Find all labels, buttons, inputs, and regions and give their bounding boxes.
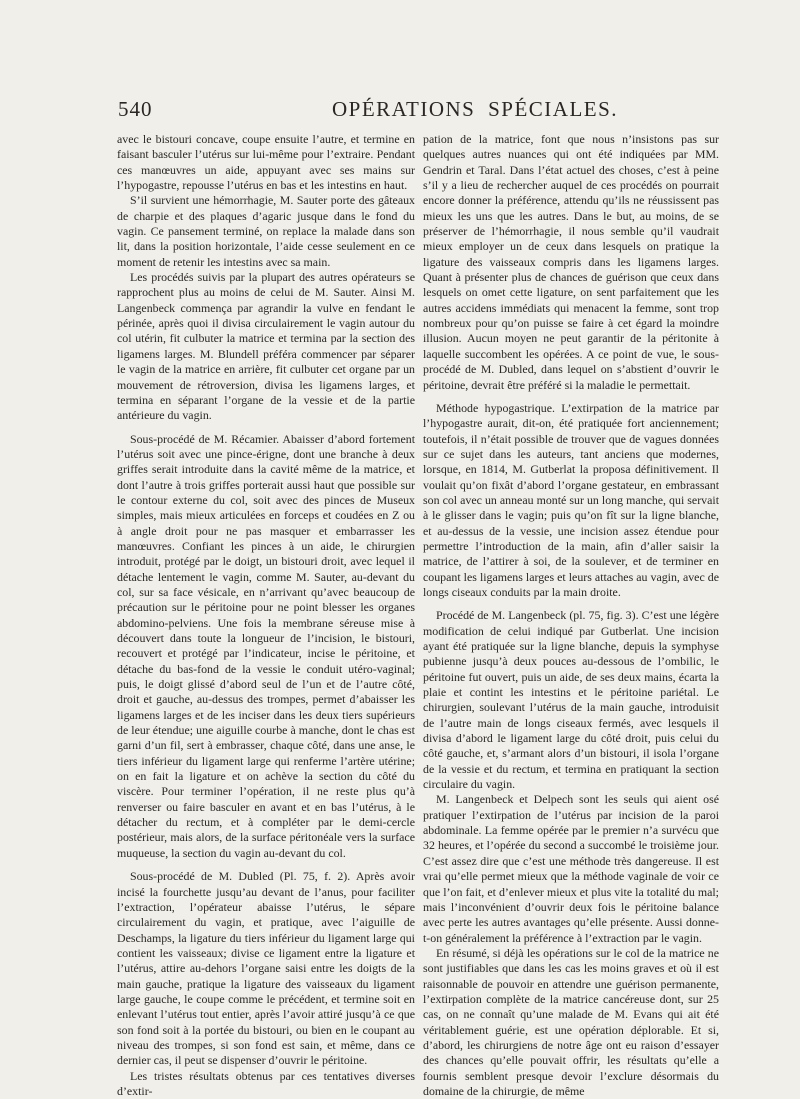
paragraph: Méthode hypogastrique. L’extirpation de la matrice par l’hypogastre aurait, dit-on, été pratiquée fort anciennement; toutefois, il n’était possible de trouver que de vagues données sur ce sujet dans les auteurs, tant anciens que modernes, lorsque, en 1814, M. Gutberlat la proposa définitivement. Il voulait qu’on fixât d’abord l’organe gestateur, en embrassant son col avec un anneau monté sur un long manche, qui servait à le glisser dans le vagin; puis qu’on fît sur la ligne blanche, et au-dessus de la vessie, une incision assez étendue pour permettre l’introduction de la main, afin d’aller saisir la matrice, de l’attirer à soi, de la soulever, et de terminer en coupant les ligamens larges et leurs attaches au vagin, avec de longs ciseaux conduits par la main droite. xyxy=(423,400,719,599)
page-header xyxy=(118,97,688,127)
paragraph: Les procédés suivis par la plupart des autres opérateurs se rapprochent plus au moins de celui de M. Sauter. Ainsi M. Langenbeck commença par agrandir la vulve en fendant le périnée, après quoi il divisa circulairement le vagin autour du col utérin, fit culbuter la matrice et termina par la section des ligamens larges. M. Blundell préféra commencer par séparer le vagin de la matrice en arrière, fit culbuter cet organe par un mouvement de rétroversion, divisa les ligamens larges, et termina en séparant l’organe de la vessie et de la partie antérieure du vagin. xyxy=(117,270,415,423)
right-column xyxy=(423,132,719,1099)
page-number: 540 xyxy=(118,97,153,121)
paragraph: M. Langenbeck et Delpech sont les seuls qui aient osé pratiquer l’extirpation de l’utérus par incision de la paroi abdominale. La femme opérée par le premier n’a survécu que 32 heures, et l’opérée du second a succombé le troisième jour. C’est assez dire que c’est une méthode très dangereuse. Il est vrai qu’elle permet mieux que la méthode vaginale de voir ce que l’on fait, et d’enlever mieux et plus vite la totalité du mal; mais l’inconvénient d’ouvrir deux fois le péritoine balance avec perte les autres avantages qu’elle présente. Aussi donne-t-on généralement la préférence à l’extraction par le vagin. xyxy=(423,792,719,945)
paragraph: Sous-procédé de M. Dubled (Pl. 75, f. 2). Après avoir incisé la fourchette jusqu’au devant de l’anus, pour faciliter l’extraction, l’opérateur abaisse l’utérus, le sépare circulairement du vagin, et pratique, avec l’aiguille de Deschamps, la ligature du tiers inférieur du ligament large qui contient les vaisseaux; divise ce ligament entre la ligature et l’utérus, attire au-dehors l’organe saisi entre les doigts de la main gauche, pratique la ligature des vaisseaux du ligament large gauche, le coupe comme le précédent, et termine soit en enlevant l’utérus tout entier, après l’avoir attiré jusqu’à ce que son fond soit à la portée du bistouri, ou bien en le coupant au niveau des trompes, si son fond est sain, et même, dans ce dernier cas, il peut se dispenser d’ouvrir le péritoine. xyxy=(117,869,415,1068)
paragraph: avec le bistouri concave, coupe ensuite l’autre, et termine en faisant basculer l’utérus sur lui-même pour l’extraire. Pendant ces manœuvres un aide, appuyant avec ses mains sur l’hypogastre, repousse l’utérus en bas et les intestins en haut. xyxy=(117,132,415,193)
left-column xyxy=(117,132,415,1099)
paragraph: Procédé de M. Langenbeck (pl. 75, fig. 3). C’est une légère modification de celui indiqué par Gutberlat. Une incision ayant été pratiquée sur la ligne blanche, depuis la symphyse pubienne jusqu’à deux pouces au-dessous de l’ombilic, le péritoine fut ouvert, puis un aide, de ses deux mains, écarta la plaie et contint les intestins et le péritoine pariétal. Le chirurgien, soulevant l’utérus de la main gauche, introduisit de l’autre main de longs ciseaux fermés, avec lesquels il divisa d’abord le ligament large du côté droit, puis celui du côté gauche, et, s’armant alors d’un bistouri, il isola l’organe de la vessie et du rectum, et termina en pratiquant la section circulaire du vagin. xyxy=(423,608,719,792)
paragraph: Sous-procédé de M. Récamier. Abaisser d’abord fortement l’utérus soit avec une pince-érigne, dont une branche à deux griffes serait introduite dans la cavité même de la matrice, et dont l’autre à trois griffes porterait aussi haut que possible sur le contour externe du col, soit avec des pinces de Museux simples, mais mieux articulées en forceps et coudées en Z ou à angle droit pour ne pas masquer et embarrasser les manœuvres. Confiant les pinces à un aide, le chirurgien introduit, protégé par le doigt, un bistouri droit, avec lequel il détache lentement le vagin, comme M. Sauter, au-devant du col, sur sa face vésicale, en n’arrivant qu’avec beaucoup de précaution sur le péritoine pour ne point blesser les organes abdomino-pelviens. Une fois la membrane séreuse mise à découvert dans toute la longueur de l’incision, le bistouri, recouvert et protégé par l’indicateur, incise le péritoine, et détache du bas-fond de la vessie le conduit utéro-vaginal; puis, le doigt glissé d’abord seul de l’un et de l’autre côté, droit et gauche, au-dessus des trompes, permet d’abaisser les ligamens larges et de les inciser dans les deux tiers supérieurs de leur étendue; une aiguille courbe à manche, dont le chas est garni d’un fil, sert à embrasser, chaque côté, dans une anse, le tiers inférieur du ligament large qui renferme l’artère utérine; on en fait la ligature et on achève la section du côté du viscère. Pour terminer l’opération, il ne reste plus qu’à renverser ou faire basculer en avant et en bas l’utérus, à le détacher du rectum, et à compléter par le demi-cercle postérieur, mais alors, de la surface péritonéale vers la surface muqueuse, la section du vagin au-devant du col. xyxy=(117,431,415,860)
running-title: OPÉRATIONS SPÉCIALES. xyxy=(332,97,619,121)
paragraph: pation de la matrice, font que nous n’insistons pas sur quelques autres nuances qui ont été indiquées par MM. Gendrin et Taral. Dans l’état actuel des choses, c’est à peine s’il y a lieu de rechercher auquel de ces procédés on pourrait encore donner la préférence, attendu qu’ils ne réussissent pas mieux les uns que les autres. Dans le but, au moins, de se préserver de l’hémorrhagie, il nous semble qu’il vaudrait mieux employer un de ceux dans lesquels on pratique la ligature des vaisseaux compris dans les ligamens larges. Quant à présenter plus de chances de guérison que ceux dans lesquels on omet cette ligature, on sent parfaitement que les autres accidens immédiats qui menacent la femme, sont trop nombreux pour qu’on puisse se faire à cet égard la moindre illusion. Aucun moyen ne peut garantir de la péritonite à laquelle succombent les opérées. A ce point de vue, le sous-procédé de M. Dubled, dans lequel on s’abstient d’ouvrir le péritoine, devrait être préféré si la maladie le permettait. xyxy=(423,132,719,392)
paragraph: S’il survient une hémorrhagie, M. Sauter porte des gâteaux de charpie et des plaques d’agaric jusque dans le fond du vagin. Ce pansement terminé, on replace la malade dans son lit, dans la position horizontale, l’aide cesse seulement en ce moment de retenir les intestins avec sa main. xyxy=(117,193,415,269)
paragraph: Les tristes résultats obtenus par ces tentatives diverses d’extir- xyxy=(117,1068,415,1098)
paragraph: En résumé, si déjà les opérations sur le col de la matrice ne sont justifiables que dans les cas les moins graves et où il est raisonnable de pouvoir en attendre une guérison permanente, l’extirpation complète de la matrice cancéreuse dont, sur 25 cas, on ne connaît qu’une malade de M. Evans qui ait été véritablement guérie, est une opération déplorable. Et si, d’abord, les chirurgiens de notre âge ont eu raison d’essayer des chances qu’elle pouvait offrir, les résultats qu’elle a fournis semblent presque devoir l’exclure désormais du domaine de la chirurgie, de même xyxy=(423,945,719,1098)
